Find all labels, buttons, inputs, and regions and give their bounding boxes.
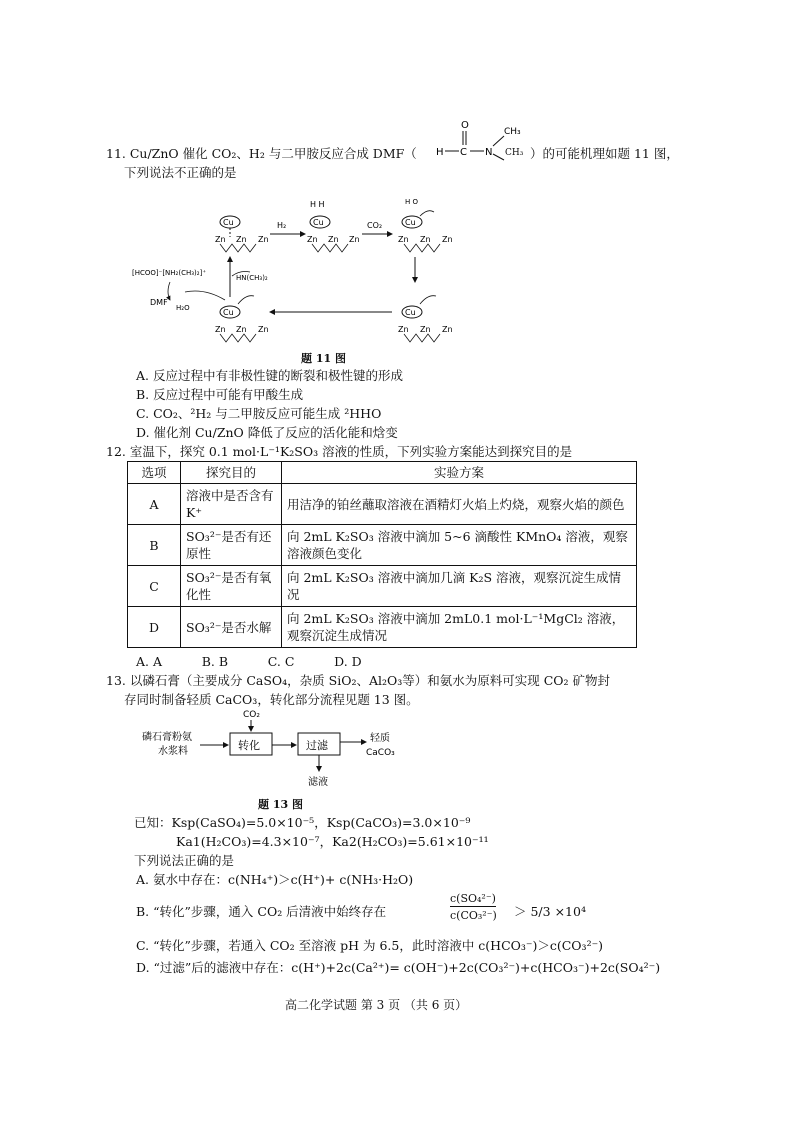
row-purpose: SO₃²⁻是否有氧化性 — [181, 566, 282, 607]
q11-stem-b: ）的可能机理如题 11 图， — [530, 146, 679, 161]
catalyst-unit-3 — [398, 198, 453, 252]
zn-label-5a: Zn — [215, 325, 226, 334]
cu-label-2: Cu — [313, 218, 324, 227]
zn-label-2b: Zn — [328, 235, 339, 244]
row-plan: 用洁净的铂丝蘸取溶液在酒精灯火焰上灼烧，观察火焰的颜色 — [282, 484, 637, 525]
flow-step1: 转化 — [238, 739, 260, 752]
table-header-row — [128, 462, 637, 484]
zn-label-4b: Zn — [420, 325, 431, 334]
zn-label-3a: Zn — [398, 235, 409, 244]
h2-label: H₂ — [277, 221, 287, 230]
header-option: 选项 — [128, 462, 181, 484]
row-plan: 向 2mL K₂SO₃ 溶液中滴加 5~6 滴酸性 KMnO₄ 溶液，观察溶液颜色变化 — [282, 525, 637, 566]
table-row — [128, 566, 637, 607]
catalyst-unit-1 — [215, 216, 269, 252]
q12-stem: 12. 室温下，探究 0.1 mol·L⁻¹K₂SO₃ 溶液的性质，下列实验方案能达到探究目的是 — [106, 444, 573, 459]
catalyst-unit-4 — [398, 296, 453, 342]
q13-stem-line2: 存同时制备轻质 CaCO₃，转化部分流程见题 13 图。 — [124, 692, 419, 707]
flow-filtrate: 滤液 — [308, 777, 328, 788]
q11-option-d[interactable]: D. 催化剂 Cu/ZnO 降低了反应的活化能和焓变 — [136, 425, 398, 440]
q11-option-a[interactable]: A. 反应过程中有非极性键的断裂和极性键的形成 — [136, 368, 403, 383]
row-option: D — [128, 607, 181, 648]
catalyst-unit-2 — [307, 200, 360, 252]
row-option: A — [128, 484, 181, 525]
q13-known-line1: 已知：Ksp(CaSO₄)=5.0×10⁻⁵，Ksp(CaCO₃)=3.0×10⁻⁹ — [134, 815, 471, 830]
co2-label: CO₂ — [367, 221, 383, 230]
row-option: B — [128, 525, 181, 566]
page-footer: 高二化学试题 第 3 页 （共 6 页） — [285, 998, 468, 1012]
row-plan: 向 2mL K₂SO₃ 溶液中滴加几滴 K₂S 溶液，观察沉淀生成情况 — [282, 566, 637, 607]
flow-product-line2: CaCO₃ — [366, 748, 395, 758]
zn-label-1a: Zn — [215, 235, 226, 244]
dmf-ch3-a: CH₃ — [504, 127, 521, 137]
cu-label-1: Cu — [223, 218, 234, 227]
row-purpose: SO₃²⁻是否水解 — [181, 607, 282, 648]
h2o-label: H₂O — [176, 304, 190, 312]
q13-option-c[interactable]: C. “转化”步骤，若通入 CO₂ 至溶液 pH 为 6.5，此时溶液中 c(HCO₃⁻)＞c(CO₃²⁻) — [136, 938, 604, 953]
zn-label-2c: Zn — [349, 235, 360, 244]
dmf-n: N — [485, 147, 493, 158]
cu-label-4: Cu — [405, 308, 416, 317]
svg-text:H O: H O — [405, 198, 418, 206]
dmf-c: C — [460, 147, 467, 158]
q11-option-b[interactable]: B. 反应过程中可能有甲酸生成 — [136, 387, 304, 402]
table-row — [128, 525, 637, 566]
cu-label-3: Cu — [405, 218, 416, 227]
q13-option-b-num: c(SO₄²⁻) — [450, 892, 496, 905]
zn-label-4c: Zn — [442, 325, 453, 334]
svg-text:H H: H H — [310, 200, 325, 209]
table-row — [128, 607, 637, 648]
q13-option-a[interactable]: A. 氨水中存在：c(NH₄⁺)＞c(H⁺)+ c(NH₃·H₂O) — [136, 872, 414, 887]
q13-known-line2: Ka1(H₂CO₃)=4.3×10⁻⁷，Ka2(H₂CO₃)=5.61×10⁻¹¹ — [176, 834, 489, 849]
dmf-label: DMF — [150, 298, 168, 307]
hn-label: HN(CH₃)₂ — [236, 274, 268, 282]
process-flow-diagram — [130, 705, 430, 797]
flow-product-line1: 轻质 — [370, 733, 390, 744]
zn-label-4a: Zn — [398, 325, 409, 334]
q13-ask: 下列说法正确的是 — [134, 853, 235, 868]
q11-stem-line2: 下列说法不正确的是 — [124, 165, 237, 180]
q12-table — [127, 461, 637, 648]
flow-step2: 过滤 — [306, 739, 328, 752]
mechanism-figure — [130, 182, 470, 347]
zn-label-3c: Zn — [442, 235, 453, 244]
row-plan: 向 2mL K₂SO₃ 溶液中滴加 2mL0.1 mol·L⁻¹MgCl₂ 溶液，观察沉淀生成情况 — [282, 607, 637, 648]
dmf-h: H — [436, 147, 444, 158]
q11-option-c[interactable]: C. CO₂、²H₂ 与二甲胺反应可能生成 ²HHO — [136, 406, 382, 421]
zn-label-1c: Zn — [258, 235, 269, 244]
zn-label-1b: Zn — [236, 235, 247, 244]
q13-option-b-suffix: ＞ 5/3 ×10⁴ — [514, 904, 586, 919]
q13-option-d[interactable]: D. “过滤”后的滤液中存在：c(H⁺)+2c(Ca²⁺)= c(OH⁻)+2c(CO₃²⁻)+c(HCO₃⁻)+2c(SO₄²⁻) — [136, 960, 661, 975]
dmf-ch3-b: CH₃ — [505, 148, 524, 158]
header-plan: 实验方案 — [282, 462, 637, 484]
flow-input-line1: 磷石膏粉氨 — [142, 732, 192, 743]
cu-label-5: Cu — [223, 308, 234, 317]
q12-answer-options[interactable]: A. A B. B C. C D. D — [136, 654, 362, 669]
row-purpose: 溶液中是否含有 K⁺ — [181, 484, 282, 525]
catalyst-unit-5 — [215, 296, 269, 342]
q13-option-b-prefix: B. “转化”步骤，通入 CO₂ 后清液中始终存在 — [136, 904, 387, 919]
row-purpose: SO₃²⁻是否有还原性 — [181, 525, 282, 566]
header-purpose: 探究目的 — [181, 462, 282, 484]
zn-label-5b: Zn — [236, 325, 247, 334]
zn-label-3b: Zn — [420, 235, 431, 244]
fig11-caption: 题 11 图 — [301, 352, 346, 365]
zn-label-5c: Zn — [258, 325, 269, 334]
q11-stem-a: 11. Cu/ZnO 催化 CO₂、H₂ 与二甲胺反应合成 DMF（ — [106, 146, 417, 161]
flow-input-line2: 水浆料 — [158, 746, 188, 757]
dmf-o: O — [461, 120, 469, 131]
q13-stem-line1: 13. 以磷石膏（主要成分 CaSO₄，杂质 SiO₂、Al₂O₃等）和氨水为原料可实现 CO₂ 矿物封 — [106, 673, 611, 688]
table-row — [128, 484, 637, 525]
q13-option-b-den: c(CO₃²⁻) — [450, 909, 497, 922]
zn-label-2a: Zn — [307, 235, 318, 244]
salt-label: [HCOO]⁻[NH₂(CH₃)₂]⁺ — [132, 269, 207, 277]
flow-co2: CO₂ — [243, 710, 260, 720]
row-option: C — [128, 566, 181, 607]
fig13-caption: 题 13 图 — [258, 798, 303, 811]
